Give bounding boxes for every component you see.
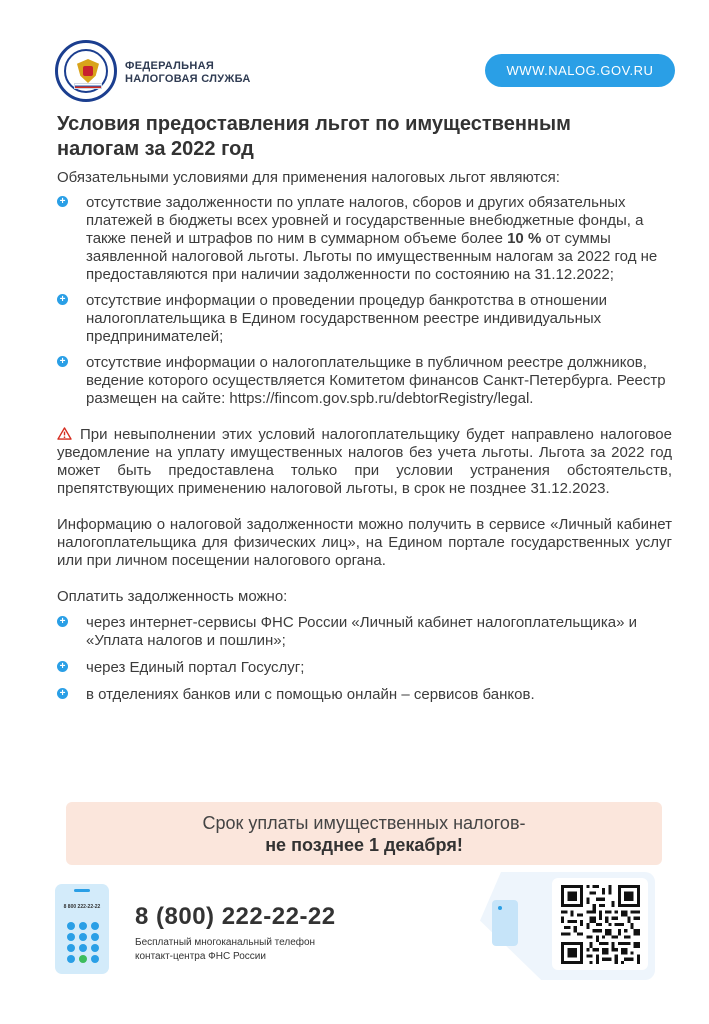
deadline-banner xyxy=(66,802,662,865)
warning-paragraph xyxy=(57,426,672,498)
pay-title: Оплатить задолженность можно: xyxy=(57,588,288,605)
list-item xyxy=(57,354,672,408)
condition-1-before: отсутствие задолженности по уплате налогов, сборов и других обязательных платежей в бюджеты всех уровней и государственные внебюджетные фонды, а также пеней и штрафов по ним в суммарном объеме более xyxy=(86,194,644,247)
qr-code-icon xyxy=(561,885,640,964)
flag-icon xyxy=(74,83,102,89)
plus-icon: + xyxy=(57,196,68,207)
warning-text: При невыполнении этих условий налогоплательщику будет направлено налоговое уведомление на уплату имущественных налогов без учета льготы. Льгота за 2022 год может быть предоставлена только при условии устранения обстоятельств, препятствующих применению налоговой льготы, в срок не позднее 31.12.2023. xyxy=(57,426,672,497)
list-item xyxy=(57,659,672,677)
qr-code[interactable] xyxy=(552,878,648,970)
plus-icon: + xyxy=(57,294,68,305)
info-paragraph: Информацию о налоговой задолженности можно получить в сервисе «Личный кабинет налогоплательщика для физических лиц», на Едином портале государственных услуг или при личном посещении налогового органа. xyxy=(57,516,672,569)
condition-3-text: отсутствие информации о налогоплательщике в публичном реестре должников, ведение которого осуществляется Комитетом финансов Санкт-Петербурга. Реестр размещен на сайте: https://fincom.gov.spb.ru/debtorRegistry/legal. xyxy=(86,354,666,407)
condition-1-after: от суммы заявленной налоговой льготы. Льготы по имущественным налогам за 2022 год не предоставляются при наличии задолженности по состоянию на 31.12.2022; xyxy=(86,230,658,283)
phone-scan-icon xyxy=(492,900,518,946)
list-item xyxy=(57,686,672,704)
pay-method-3: в отделениях банков или с помощью онлайн – сервисов банков. xyxy=(86,686,535,703)
org-name xyxy=(125,60,251,86)
list-item xyxy=(57,194,672,284)
condition-2-text: отсутствие информации о проведении процедур банкротства в отношении налогоплательщика в Едином государственном реестре индивидуальных предпринимателей; xyxy=(86,292,608,345)
plus-icon: + xyxy=(57,356,68,367)
org-name-line2: НАЛОГОВАЯ СЛУЖБА xyxy=(125,73,251,85)
intro-text: Обязательными условиями для применения налоговых льгот являются: xyxy=(57,169,560,186)
fns-emblem-logo xyxy=(55,40,117,102)
hotline-number[interactable]: 8 (800) 222-22-22 xyxy=(135,903,336,930)
conditions-list xyxy=(57,194,672,408)
keypad-icon xyxy=(67,922,99,963)
org-name-line1: ФЕДЕРАЛЬНАЯ xyxy=(125,60,215,72)
website-link-button[interactable]: WWW.NALOG.GOV.RU xyxy=(485,54,675,87)
plus-icon: + xyxy=(57,661,68,672)
header xyxy=(55,40,675,108)
plus-icon: + xyxy=(57,688,68,699)
deadline-line2: не позднее 1 декабря! xyxy=(265,835,463,855)
phone-illustration xyxy=(55,884,109,974)
condition-1-bold: 10 % xyxy=(507,230,542,247)
hotline-description xyxy=(135,936,315,964)
pay-method-1: через интернет-сервисы ФНС России «Личный кабинет налогоплательщика» и «Уплата налогов и пошлин»; xyxy=(86,614,638,649)
hotline-desc-line2: контакт-центра ФНС России xyxy=(135,951,266,962)
page-title: Условия предоставления льгот по имущественным налогам за 2022 год xyxy=(57,113,571,160)
pay-methods-list xyxy=(57,614,672,704)
list-item xyxy=(57,614,672,650)
list-item xyxy=(57,292,672,346)
hotline-desc-line1: Бесплатный многоканальный телефон xyxy=(135,937,316,948)
phone-card-number: 8 800 222-22-22 xyxy=(63,904,101,910)
deadline-line1: Срок уплаты имущественных налогов- xyxy=(202,813,526,833)
main-content xyxy=(57,169,672,713)
plus-icon: + xyxy=(57,616,68,627)
pay-method-2: через Единый портал Госуслуг; xyxy=(86,659,305,676)
warning-icon xyxy=(57,427,72,440)
